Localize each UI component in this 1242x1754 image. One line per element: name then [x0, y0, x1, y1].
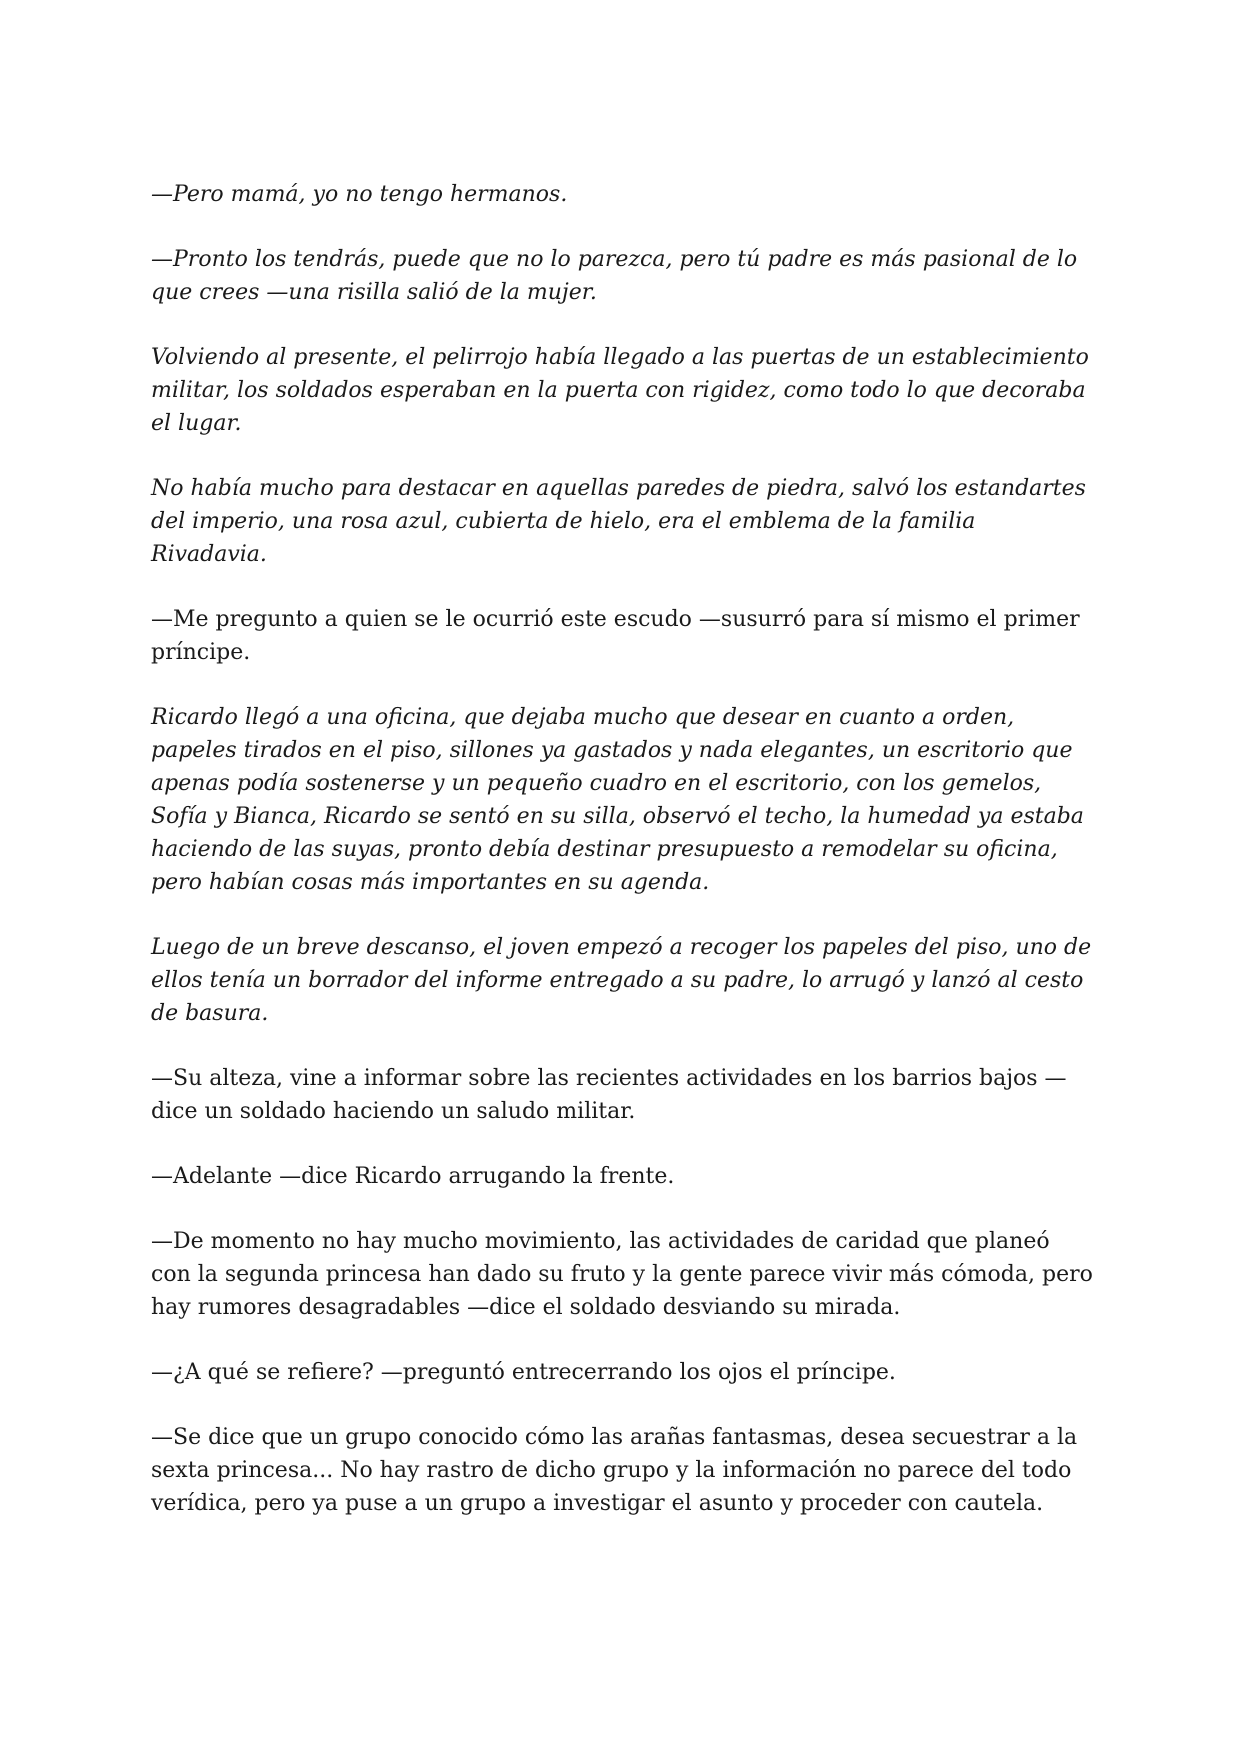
paragraph-5: —Me pregunto a quien se le ocurrió este escudo —susurró para sí mismo el primer príncipe. [151, 607, 1080, 665]
paragraph-7: Luego de un breve descanso, el joven empezó a recoger los papeles del piso, uno de ellos tenía un borrador del informe entregado a su padre, lo arrugó y lanzó al cesto de basura. [151, 935, 1092, 1026]
document-page [151, 178, 1096, 1552]
paragraph-11: —¿A qué se refiere? —preguntó entrecerrando los ojos el príncipe. [151, 1360, 896, 1385]
paragraph-4: No había mucho para destacar en aquellas paredes de piedra, salvó los estandartes del imperio, una rosa azul, cubierta de hielo, era el emblema de la familia Rivadavia. [151, 476, 1086, 567]
paragraph-8: —Su alteza, vine a informar sobre las recientes actividades en los barrios bajos —dice un soldado haciendo un saludo militar. [151, 1066, 1067, 1124]
paragraph-2: —Pronto los tendrás, puede que no lo parezca, pero tú padre es más pasional de lo que crees —una risilla salió de la mujer. [151, 247, 1078, 305]
paragraph-1: —Pero mamá, yo no tengo hermanos. [151, 182, 568, 207]
paragraph-6: Ricardo llegó a una oficina, que dejaba mucho que desear en cuanto a orden, papeles tirados en el piso, sillones ya gastados y nada elegantes, un escritorio que apenas podía sostenerse y un pequeño cuadro en el escritorio, con los gemelos, Sofía y Bianca, Ricardo se sentó en su silla, observó el techo, la humedad ya estaba haciendo de las suyas, pronto debía destinar presupuesto a remodelar su oficina, pero habían cosas más importantes en su agenda. [151, 705, 1084, 895]
paragraph-9: —Adelante —dice Ricardo arrugando la frente. [151, 1164, 675, 1189]
paragraph-12: —Se dice que un grupo conocido cómo las arañas fantasmas, desea secuestrar a la sexta princesa... No hay rastro de dicho grupo y la información no parece del todo verídica, pero ya puse a un grupo a investigar el asunto y proceder con cautela. [151, 1425, 1078, 1516]
paragraph-3: Volviendo al presente, el pelirrojo había llegado a las puertas de un establecimiento militar, los soldados esperaban en la puerta con rigidez, como todo lo que decoraba el lugar. [151, 345, 1089, 436]
paragraph-10: —De momento no hay mucho movimiento, las actividades de caridad que planeó con la segunda princesa han dado su fruto y la gente parece vivir más cómoda, pero hay rumores desagradables —dice el soldado desviando su mirada. [151, 1229, 1093, 1320]
